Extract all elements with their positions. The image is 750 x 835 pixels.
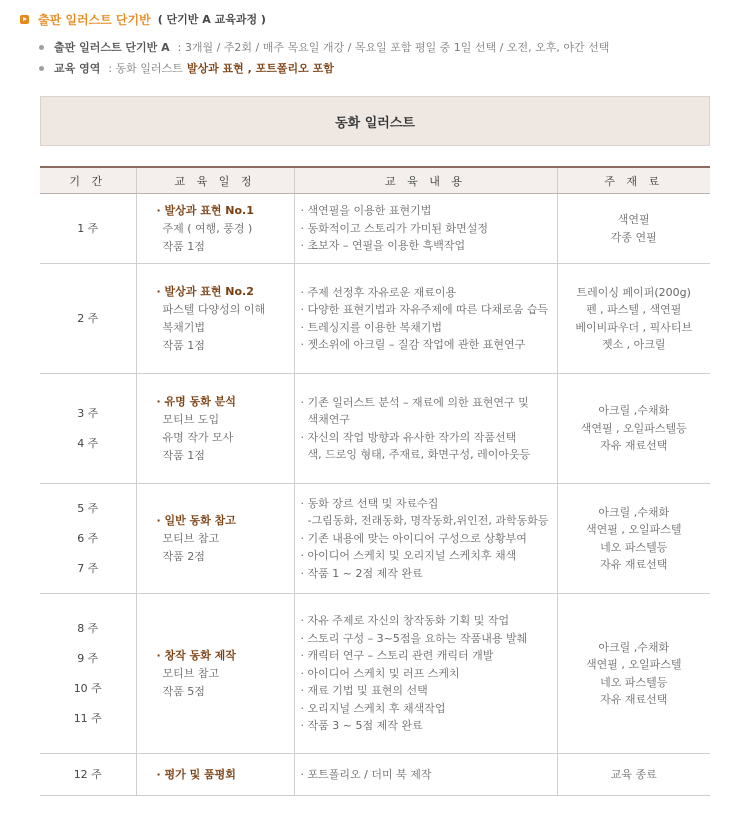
week-label: 1 주 [77,221,99,235]
week-label: 8 주 [77,621,99,635]
material-line: 자유 재료선택 [600,439,668,453]
week-label: 5 주 [77,501,99,515]
schedule-detail: 모티브 도입 [162,412,220,426]
week-cell [40,264,136,374]
materials-cell [557,264,710,374]
bullet-dot-icon [39,45,44,50]
week-label: 11 주 [73,711,102,725]
content-line: · 아이디어 스케치 및 오리지널 스케치후 채색 [300,549,517,563]
bullet-dot-icon [39,66,44,71]
content-cell [294,754,557,796]
week-label: 6 주 [77,531,99,545]
schedule-title: · 발상과 표현 No.2 [156,284,254,298]
week-cell [40,374,136,484]
info-label: 교육 영역 [54,62,101,75]
schedule-title: · 유명 동화 분석 [156,394,236,408]
material-line: 펜 , 파스텔 , 색연필 [586,303,682,316]
week-label: 9 주 [77,651,99,665]
content-line: 색, 드로잉 형태, 주재료, 화면구성, 레이아웃등 [300,448,531,461]
week-label: 7 주 [77,561,99,575]
schedule-cell [136,594,294,754]
material-line: 색연필 , 오일파스텔 [586,658,682,671]
material-line: 베이비파우더 , 픽사티브 [575,320,693,334]
schedule-detail: 유명 작가 모사 [162,430,234,444]
content-line: · 캐릭터 연구 – 스토리 관련 캐릭터 개발 [300,649,494,663]
info-row-area [39,61,334,75]
schedule-detail: 모티브 참고 [162,666,220,680]
schedule-detail: 작품 1점 [162,239,205,253]
info-label: 출판 일러스트 단기반 A [54,41,170,54]
content-line: · 작품 1 ~ 2점 제작 완료 [300,566,423,580]
schedule-detail: 작품 1점 [162,448,205,462]
week-label: 4 주 [77,436,99,450]
schedule-detail: 복채기법 [162,320,206,334]
content-line: · 작품 3 ~ 5점 제작 완료 [300,719,423,733]
material-line: 아크릴 ,수채화 [598,404,670,418]
material-line: 아크릴 ,수채화 [598,640,670,654]
info-accent: 발상과 표현 , 포트폴리오 포함 [186,62,334,75]
content-line: · 트레싱지를 이용한 복채기법 [300,320,442,334]
content-line: · 기존 일러스트 분석 – 재료에 의한 표현연구 및 [300,395,529,409]
content-line: · 주제 선정후 자유로운 재료이용 [300,285,457,299]
content-line: 색채연구 [300,413,350,426]
content-cell [294,194,557,264]
content-cell [294,594,557,754]
schedule-detail: 작품 2점 [162,549,205,563]
schedule-title: · 평가 및 품평회 [156,767,236,781]
schedule-cell [136,194,294,264]
schedule-detail: 작품 5점 [162,684,205,698]
content-line: · 동화적이고 스토리가 가미된 화면설정 [300,221,488,235]
course-title: 출판 일러스트 단기반 [38,12,151,27]
section-title [20,11,266,27]
schedule-cell [136,264,294,374]
header-materials: 주 재 료 [557,167,710,194]
material-line: 색연필 , 오일파스텔등 [580,421,687,435]
materials-cell [557,754,710,796]
schedule-title: · 창작 동화 제작 [156,648,236,662]
content-line: · 포트폴리오 / 더미 북 제작 [300,767,432,781]
schedule-detail: 파스텔 다양성의 이해 [162,302,266,316]
schedule-table [40,166,710,796]
header-schedule: 교 육 일 정 [136,167,294,194]
material-line: 색연필 , 오일파스텔 [586,523,682,536]
content-line: · 재료 기법 및 표현의 선택 [300,684,428,698]
content-line: -그림동화, 전래동화, 명작동화,위인전, 과학동화등 [300,514,549,528]
content-line: · 스토리 구성 – 3~5점을 요하는 작품내용 발췌 [300,631,528,645]
material-line: 젯소 , 아크릴 [601,338,666,351]
content-line: · 색연필을 이용한 표현기법 [300,204,432,218]
table-row [40,194,710,264]
table-row [40,484,710,594]
schedule-title: · 일반 동화 참고 [156,513,236,527]
material-line: 네오 파스텔등 [600,675,668,689]
week-cell [40,754,136,796]
schedule-detail: 모티브 참고 [162,531,220,545]
content-line: · 초보자 – 연필을 이용한 흑백작업 [300,239,466,253]
table-row [40,374,710,484]
header-period: 기 간 [40,167,136,194]
table-row [40,594,710,754]
content-line: · 기존 내용에 맞는 아이디어 구성으로 상황부여 [300,531,527,545]
content-line: · 젯소위에 아크릴 – 질감 작업에 관한 표현연구 [300,338,526,351]
content-line: · 아이디어 스케치 및 러프 스케치 [300,666,460,680]
materials-cell [557,484,710,594]
info-value: : 3개월 / 주2회 / 매주 목요일 개강 / 목요일 포함 평일 중 1일 선택 / 오전, 오후, 야간 선택 [177,41,610,54]
content-line: · 다양한 표현기법과 자유주제에 따른 다채로움 습득 [300,303,549,316]
content-line: · 동화 장르 선택 및 자료수집 [300,496,439,510]
content-cell [294,484,557,594]
material-line: 트레이싱 페이퍼(200g) [576,285,691,299]
materials-cell [557,374,710,484]
table-row [40,754,710,796]
material-line: 각종 연필 [610,230,657,244]
course-subtitle: ( 단기반 A 교육과정 ) [157,13,266,26]
arrow-bullet-icon [20,15,29,24]
banner [40,96,710,146]
material-line: 네오 파스텔등 [600,540,668,554]
schedule-detail: 작품 1점 [162,338,205,352]
content-line: · 자유 주제로 자신의 창작동화 기획 및 작업 [300,614,510,628]
content-cell [294,264,557,374]
materials-cell [557,194,710,264]
week-label: 12 주 [73,767,102,781]
week-cell [40,484,136,594]
material-line: 교육 종료 [610,767,657,781]
table-row [40,264,710,374]
material-line: 아크릴 ,수채화 [598,505,670,519]
schedule-cell [136,484,294,594]
week-label: 2 주 [77,311,99,325]
schedule-cell [136,754,294,796]
week-cell [40,594,136,754]
schedule-cell [136,374,294,484]
material-line: 자유 재료선택 [600,558,668,571]
info-row-course [39,40,609,54]
week-cell [40,194,136,264]
week-label: 10 주 [73,681,102,695]
banner-title: 동화 일러스트 [335,115,415,131]
material-line: 자유 재료선택 [600,693,668,706]
table-header-row [40,167,710,194]
info-value: : 동화 일러스트 [108,62,183,75]
materials-cell [557,594,710,754]
content-line: · 오리지널 스케치 후 채색작업 [300,701,446,715]
header-content: 교 육 내 용 [294,167,557,194]
content-line: · 자신의 작업 방향과 유사한 작가의 작품선택 [300,430,517,444]
schedule-title: · 발상과 표현 No.1 [156,203,254,217]
material-line: 색연필 [617,213,650,226]
schedule-detail: 주제 ( 여행, 풍경 ) [162,221,253,235]
week-label: 3 주 [77,406,99,420]
content-cell [294,374,557,484]
